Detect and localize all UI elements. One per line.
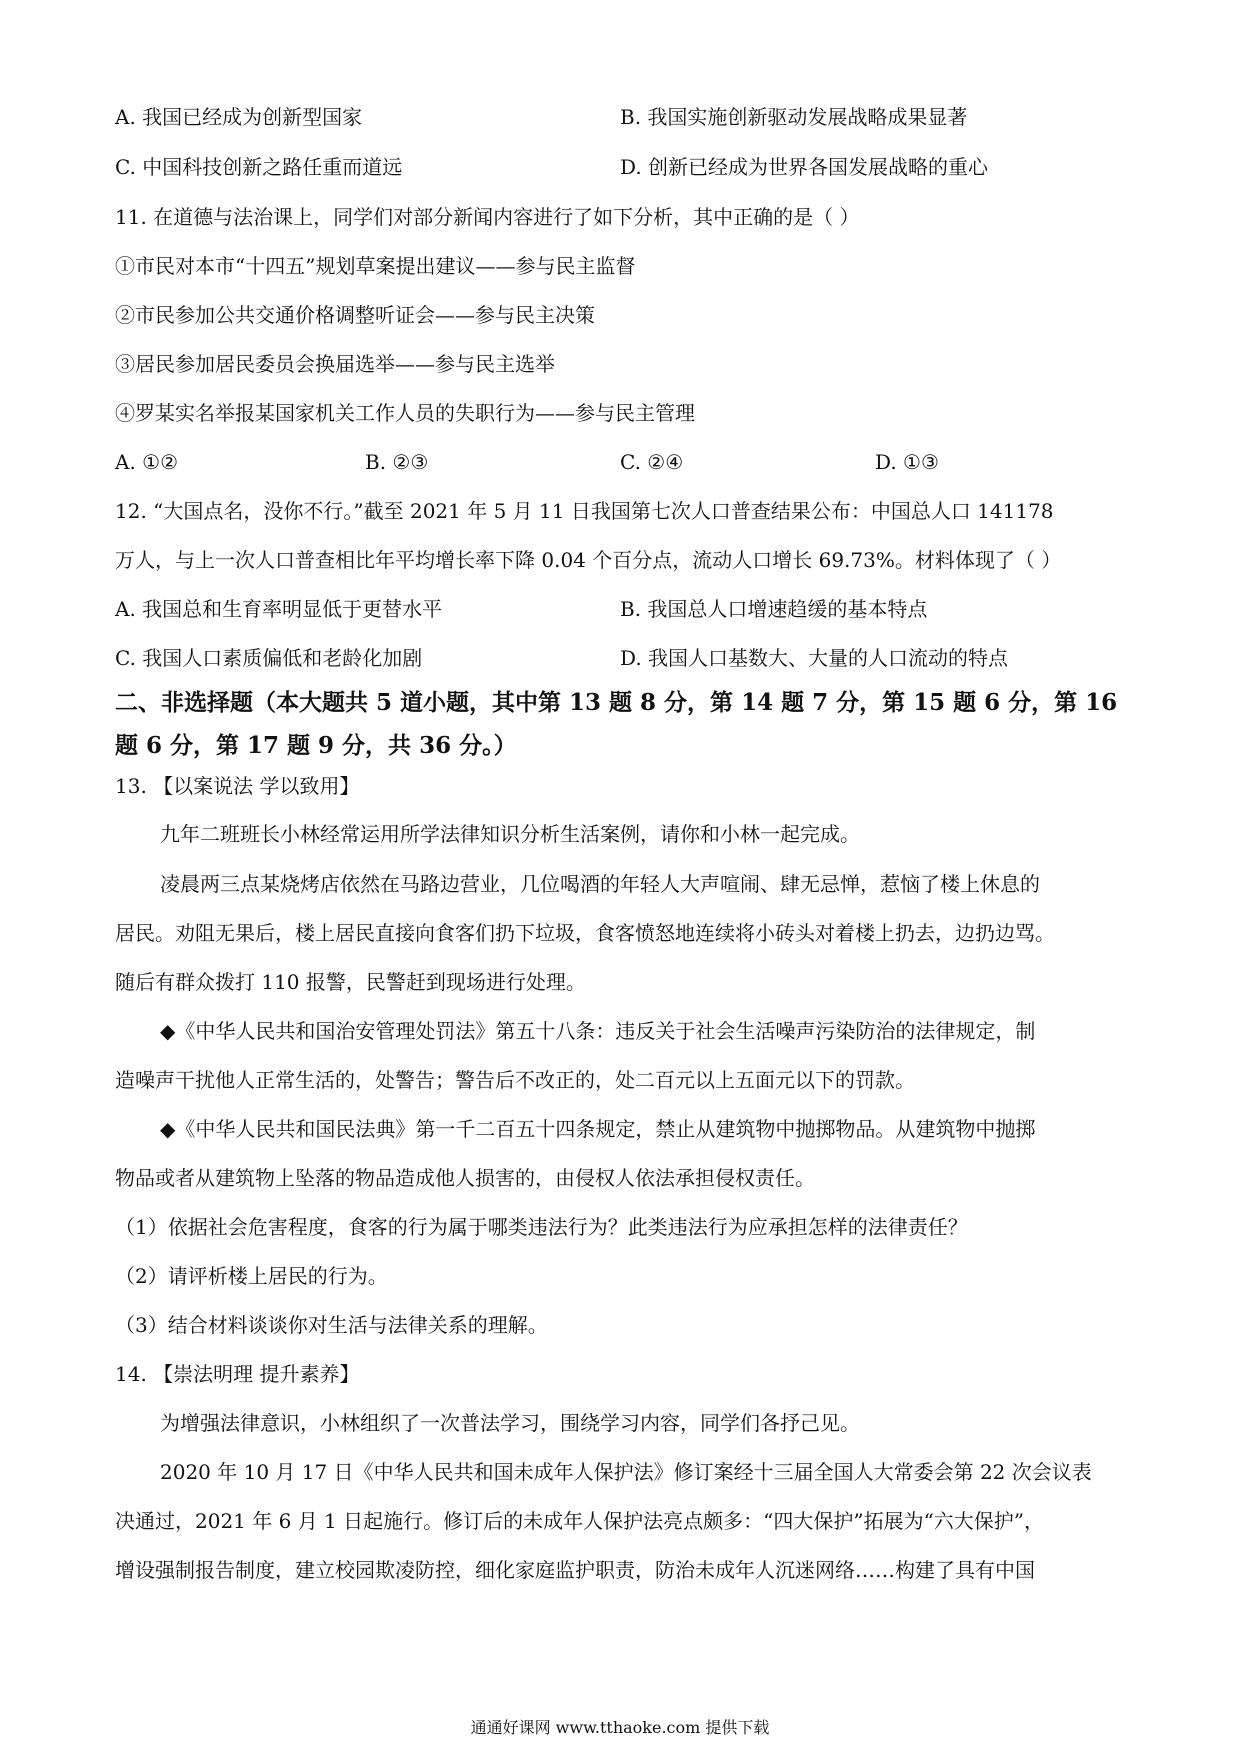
q11-option-b: B. ②③ [365, 450, 429, 474]
q10-option-d: D. 创新已经成为世界各国发展战略的重心 [620, 155, 989, 179]
q13-question-1: （1）依据社会危害程度，食客的行为属于哪类违法行为？此类违法行为应承担怎样的法律责任？ [115, 1215, 968, 1239]
q11-item-4: ④罗某实名举报某国家机关工作人员的失职行为——参与民主管理 [115, 401, 695, 425]
q11-option-c: C. ②④ [620, 450, 684, 474]
q11-item-3: ③居民参加居民委员会换届选举——参与民主选举 [115, 352, 555, 376]
q13-intro: 九年二班班长小林经常运用所学法律知识分析生活案例，请你和小林一起完成。 [160, 822, 860, 846]
q13-question-2: （2）请评析楼上居民的行为。 [115, 1264, 388, 1288]
q11-item-1: ①市民对本市“十四五”规划草案提出建议——参与民主监督 [115, 254, 636, 278]
q10-option-a: A. 我国已经成为创新型国家 [115, 105, 363, 129]
q10-option-b: B. 我国实施创新驱动发展战略成果显著 [620, 105, 968, 129]
q13-law2-line1: ◆《中华人民共和国民法典》第一千二百五十四条规定，禁止从建筑物中抛掷物品。从建筑物中抛掷 [160, 1117, 1036, 1141]
q12-stem-line1: 12. “大国点名，没你不行。”截至 2021 年 5 月 11 日我国第七次人口普查结果公布：中国总人口 141178 [115, 499, 1054, 523]
page-footer: 通通好课网 www.tthaoke.com 提供下载 [470, 1718, 770, 1737]
q14-material-line3: 增设强制报告制度，建立校园欺凌防控，细化家庭监护职责，防治未成年人沉迷网络……构建了具有中国 [115, 1558, 1035, 1582]
q11-item-2: ②市民参加公共交通价格调整听证会——参与民主决策 [115, 303, 595, 327]
q13-question-3: （3）结合材料谈谈你对生活与法律关系的理解。 [115, 1313, 548, 1337]
q13-law1-line1: ◆《中华人民共和国治安管理处罚法》第五十八条：违反关于社会生活噪声污染防治的法律规定，制 [160, 1019, 1036, 1043]
q13-law2-line2: 物品或者从建筑物上坠落的物品造成他人损害的，由侵权人依法承担侵权责任。 [115, 1166, 815, 1190]
section2-heading-line1: 二、非选择题（本大题共 5 道小题，其中第 13 题 8 分，第 14 题 7 分，第 15 题 6 分，第 16 [115, 689, 1118, 716]
q14-intro: 为增强法律意识，小林组织了一次普法学习，围绕学习内容，同学们各抒己见。 [160, 1411, 860, 1435]
q12-option-d: D. 我国人口基数大、大量的人口流动的特点 [620, 646, 1009, 670]
q12-option-c: C. 我国人口素质偏低和老龄化加剧 [115, 646, 423, 670]
q13-case-line1: 凌晨两三点某烧烤店依然在马路边营业，几位喝酒的年轻人大声喧闹、肆无忌惮，惹恼了楼上休息的 [160, 872, 1040, 896]
q13-case-line2: 居民。劝阻无果后，楼上居民直接向食客们扔下垃圾，食客愤怒地连续将小砖头对着楼上扔去，边扔边骂。 [115, 921, 1055, 945]
q11-stem: 11. 在道德与法治课上，同学们对部分新闻内容进行了如下分析，其中正确的是（ ） [115, 205, 860, 229]
q13-law1-line2: 造噪声干扰他人正常生活的，处警告；警告后不改正的，处二百元以上五面元以下的罚款。 [115, 1068, 915, 1092]
q12-option-a: A. 我国总和生育率明显低于更替水平 [115, 597, 443, 621]
section2-heading-line2: 题 6 分，第 17 题 9 分，共 36 分。） [115, 732, 517, 759]
q11-option-d: D. ①③ [875, 450, 939, 474]
q11-option-a: A. ①② [115, 450, 179, 474]
q12-stem-line2: 万人，与上一次人口普查相比年平均增长率下降 0.04 个百分点，流动人口增长 69.73%。材料体现了（ ） [115, 548, 1062, 572]
q13-title: 13. 【以案说法 学以致用】 [115, 774, 360, 798]
q14-material-line2: 决通过，2021 年 6 月 1 日起施行。修订后的未成年人保护法亮点颇多：“四大保护”拓展为“六大保护”， [115, 1509, 1045, 1533]
q14-title: 14. 【崇法明理 提升素养】 [115, 1362, 360, 1386]
q14-material-line1: 2020 年 10 月 17 日《中华人民共和国未成年人保护法》修订案经十三届全国人大常委会第 22 次会议表 [160, 1460, 1092, 1484]
q12-option-b: B. 我国总人口增速趋缓的基本特点 [620, 597, 928, 621]
q13-case-line3: 随后有群众拨打 110 报警，民警赶到现场进行处理。 [115, 970, 586, 994]
q10-option-c: C. 中国科技创新之路任重而道远 [115, 155, 403, 179]
